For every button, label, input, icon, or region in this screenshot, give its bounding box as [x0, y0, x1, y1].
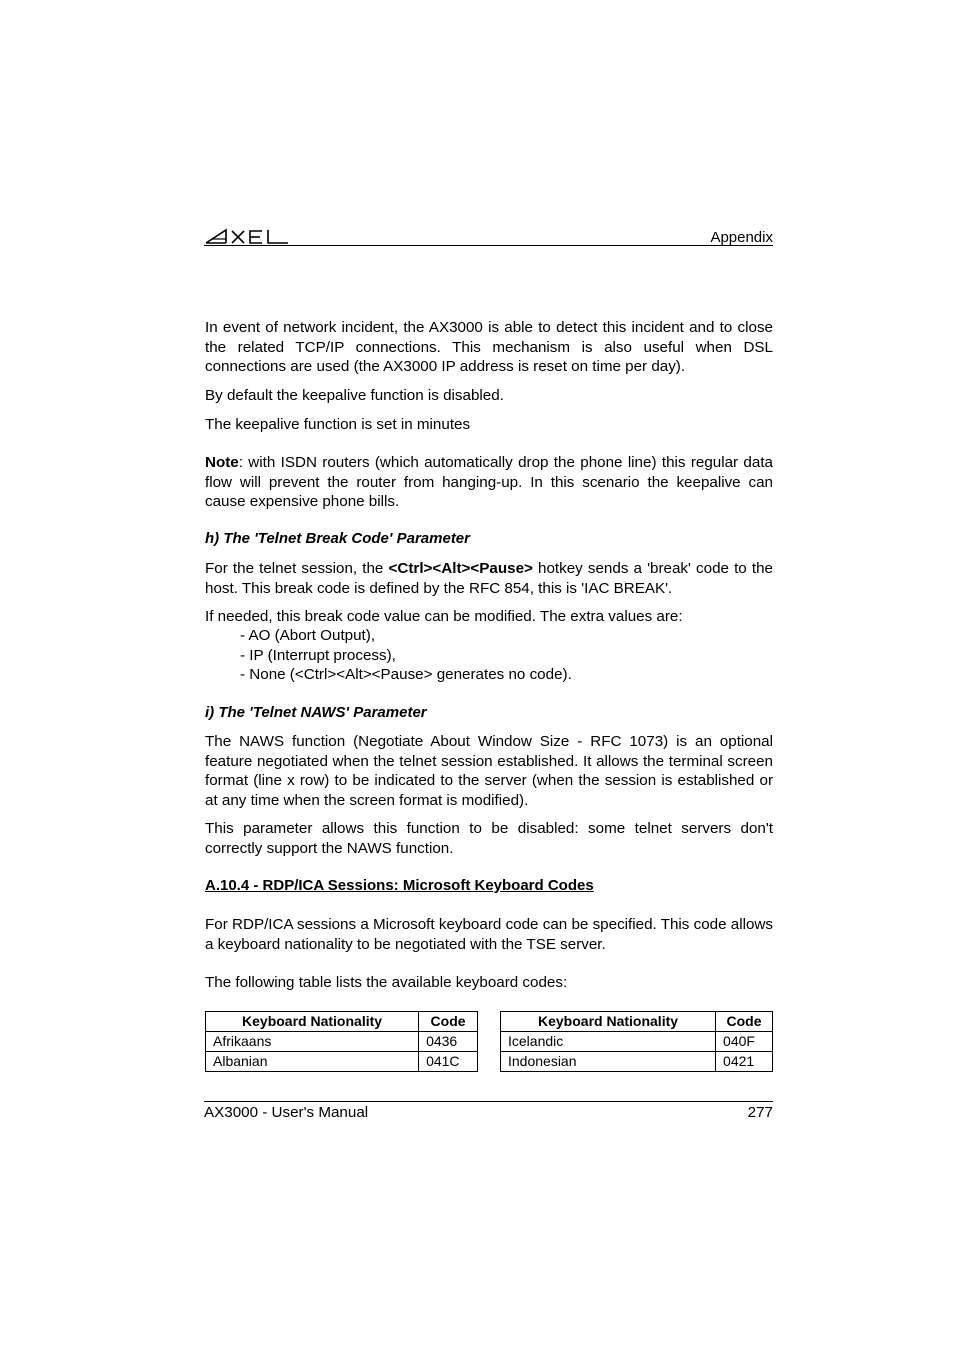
cell-code: 0421: [716, 1052, 773, 1072]
header-rule: [204, 245, 773, 246]
column-header-code: Code: [419, 1012, 478, 1032]
table-intro: The following table lists the available keyboard codes:: [205, 974, 568, 991]
header-section: Appendix: [710, 229, 773, 246]
table-header-row: [206, 1012, 478, 1032]
note-label: Note: [205, 454, 239, 471]
break-text-a: For the telnet session, the: [205, 560, 389, 577]
table-row: [501, 1032, 773, 1052]
naws-description: The NAWS function (Negotiate About Window Size - RFC 1073) is an optional feature negotiated when the telnet session established. It allows the terminal screen format (line x row) to be indicated to the server (when the session is established or at any time when the screen format is modified).: [205, 733, 773, 809]
naws-disable: This parameter allows this function to be disabled: some telnet servers don't correctly support the NAWS function.: [205, 820, 773, 857]
cell-code: 0436: [419, 1032, 478, 1052]
column-header-nationality: Keyboard Nationality: [206, 1012, 419, 1032]
footer-manual-title: AX3000 - User's Manual: [204, 1104, 369, 1121]
heading-telnet-break-code: h) The 'Telnet Break Code' Parameter: [205, 530, 470, 547]
heading-telnet-naws: i) The 'Telnet NAWS' Parameter: [205, 704, 427, 721]
table-row: [501, 1052, 773, 1072]
keepalive-default: By default the keepalive function is disabled.: [205, 387, 504, 404]
list-item: - AO (Abort Output),: [240, 627, 376, 644]
page-number: 277: [747, 1104, 773, 1121]
table-row: [206, 1052, 478, 1072]
list-item: - None (<Ctrl><Alt><Pause> generates no code).: [240, 666, 572, 683]
note-paragraph: [205, 453, 773, 512]
note-text: : with ISDN routers (which automatically drop the phone line) this regular data flow will prevent the router from hanging-up. In this scenario the keepalive can cause expensive phone bills.: [205, 454, 773, 510]
column-header-code: Code: [716, 1012, 773, 1032]
break-hotkey: <Ctrl><Alt><Pause>: [388, 560, 533, 577]
keepalive-intro: In event of network incident, the AX3000 is able to detect this incident and to close the related TCP/IP connections. This mechanism is also useful when DSL connections are used (the AX3000 IP address is reset on time per day).: [205, 319, 773, 375]
axel-logo: [204, 225, 294, 247]
table-header-row: [501, 1012, 773, 1032]
break-code-paragraph: [205, 559, 773, 598]
cell-code: 040F: [716, 1032, 773, 1052]
break-code-extra: If needed, this break code value can be modified. The extra values are:: [205, 608, 683, 625]
footer-rule: [204, 1101, 773, 1102]
heading-rdp-ica-keyboard-codes: A.10.4 - RDP/ICA Sessions: Microsoft Keyboard Codes: [205, 877, 594, 894]
keepalive-unit: The keepalive function is set in minutes: [205, 416, 471, 433]
break-code-list: [240, 626, 572, 685]
break-text-b: hotkey sends a 'break' code to the host. This break code is defined by the RFC 854, this is 'IAC BREAK'.: [205, 560, 773, 597]
keyboard-codes-table-right: [500, 1011, 773, 1072]
cell-code: 041C: [419, 1052, 478, 1072]
table-row: [206, 1032, 478, 1052]
cell-nationality: Icelandic: [501, 1032, 716, 1052]
list-item: - IP (Interrupt process),: [240, 646, 396, 664]
rdp-description: For RDP/ICA sessions a Microsoft keyboard code can be specified. This code allows a keyboard nationality to be negotiated with the TSE server.: [205, 916, 773, 953]
cell-nationality: Indonesian: [501, 1052, 716, 1072]
keyboard-codes-table-left: [205, 1011, 478, 1072]
cell-nationality: Albanian: [206, 1052, 419, 1072]
cell-nationality: Afrikaans: [206, 1032, 419, 1052]
column-header-nationality: Keyboard Nationality: [501, 1012, 716, 1032]
